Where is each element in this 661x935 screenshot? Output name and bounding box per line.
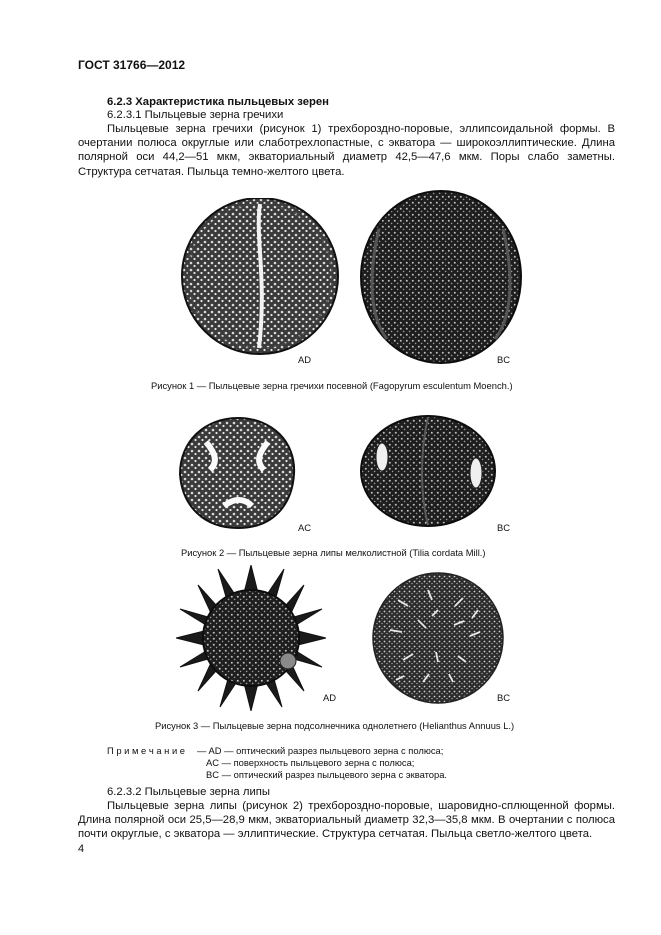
note-line-1: — AD — оптический разрез пыльцевого зерна с полюса; (197, 745, 444, 756)
figure2-right-image (358, 413, 498, 529)
figure1-caption: Рисунок 1 — Пыльцевые зерна гречихи посевной (Fagopyrum esculentum Moench.) (151, 380, 513, 391)
note-line-3: BC — оптический разрез пыльцевого зерна с экватора. (206, 769, 448, 780)
figure3-caption: Рисунок 3 — Пыльцевые зерна подсолнечника однолетнего (Helianthus Annuus L.) (155, 720, 515, 731)
subsection-heading: 6.2.3.1 Пыльцевые зерна гречихи (107, 109, 284, 121)
subsection-heading-linden: 6.2.3.2 Пыльцевые зерна липы (107, 786, 270, 798)
figure2-right-label: BC (497, 522, 511, 533)
figure1-right-label: BC (497, 354, 511, 365)
figure1-left-image (175, 198, 345, 358)
note-prefix: П р и м е ч а н и е (107, 745, 186, 756)
figure3-right-label: BC (497, 692, 511, 703)
figure3-right-image (368, 570, 511, 706)
section-heading: 6.2.3 Характеристика пыльцевых зерен (107, 96, 330, 108)
figure2-caption: Рисунок 2 — Пыльцевые зерна липы мелколистной (Tilia cordata Mill.) (181, 547, 486, 558)
document-header: ГОСТ 31766—2012 (78, 58, 186, 72)
figure2-left-image (176, 414, 300, 532)
figure1-right-image (357, 189, 527, 364)
figure3-left-label: AD (323, 692, 337, 703)
figure2-left-label: AC (298, 522, 312, 533)
page-number: 4 (78, 843, 85, 855)
note-line-2: AC — поверхность пыльцевого зерна с полюса; (206, 757, 415, 768)
figure1-left-label: AD (298, 354, 312, 365)
buckwheat-paragraph: Пыльцевые зерна гречихи (рисунок 1) трехбороздно-поровые, эллипсоидальной формы. В очертании полюса округлые или слаботрехлопастные, с экватора — широкоэллиптические. Длина полярной оси 44,2—51 мкм, экваториальный диаметр 42,5—47,6 мкм. Поры слабо заметны. Структура сетчатая. Пыльца темно-желтого цвета. (78, 123, 615, 178)
figure3-left-image (176, 565, 326, 711)
linden-paragraph: Пыльцевые зерна липы (рисунок 2) трехбороздно-поровые, шаровидно-сплющенной формы. Длина полярной оси 25,5—28,9 мкм, экваториальный диаметр 32,3—35,8 мкм. В очертании с полюса почти округлые, с экватора — эллиптические. Структура сетчатая. Пыльца светло-желтого цвета. (78, 800, 615, 841)
